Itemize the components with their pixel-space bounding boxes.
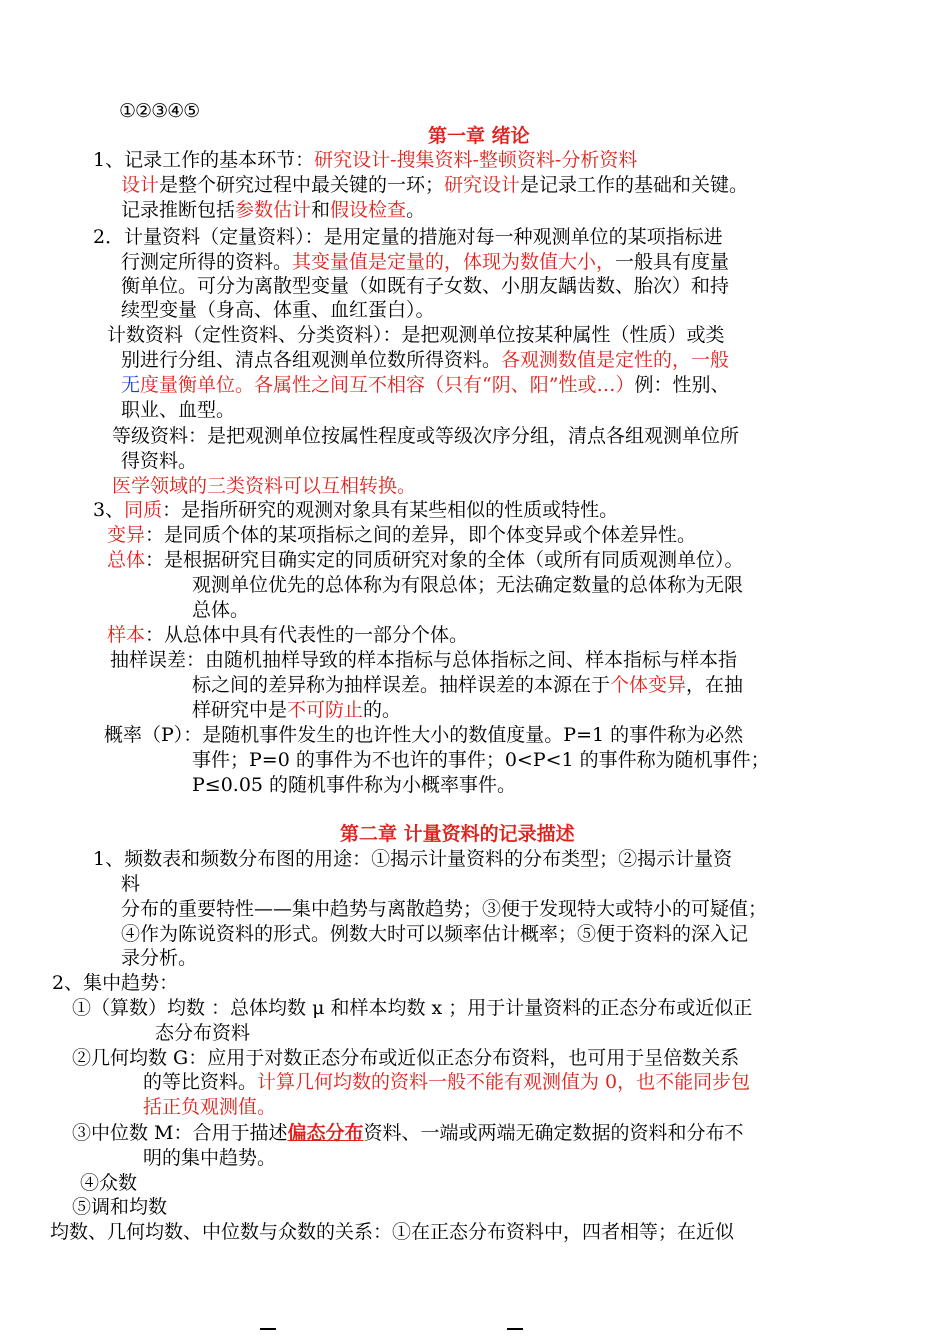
population-line-1 (107, 548, 744, 572)
p1-research-design: 研究设计 (444, 174, 521, 196)
err-e: 的。 (363, 699, 402, 721)
paragraph-1-line-3 (121, 198, 425, 222)
count-a: 别进行分组、清点各组观测单位数所得资料。 (121, 349, 502, 371)
homogeneity-line (93, 498, 618, 522)
chapter-2-title: 第二章 计量资料的记录描述 (340, 823, 575, 845)
relationship-line: 均数、几何均数、中位数与众数的关系：①在正态分布资料中，四者相等；在近似 (50, 1221, 735, 1243)
sampling-error-line-2 (192, 673, 743, 697)
p1-text: 是整个研究过程中最关键的一环； (159, 174, 445, 196)
p1-steps: 研究设计-搜集资料-整顿资料-分析资料 (314, 149, 638, 171)
median-line-1 (72, 1121, 744, 1145)
freq-table-line-5: 录分析。 (121, 947, 198, 969)
mean-line-1: ①（算数）均数 ：总体均数 μ 和样本均数 x ；用于计量资料的正态分布或近似正 (72, 997, 753, 1019)
p2-c: 一般具有度量 (615, 251, 730, 273)
sample-def: ：从总体中具有代表性的一部分个体。 (145, 624, 469, 646)
paragraph-1-line-2 (121, 173, 748, 197)
mode-line: ④众数 (80, 1172, 138, 1194)
population-line-3: 总体。 (192, 599, 250, 621)
population-term: 总体 (107, 549, 146, 571)
p1-param-est: 参数估计 (235, 199, 312, 221)
count-example: 例：性别、 (634, 374, 730, 396)
sample-line (107, 623, 468, 647)
median-c: 资料、一端或两端无确定数据的资料和分布不 (363, 1122, 744, 1144)
count-data-line-1: 计数资料（定性资料、分类资料）：是把观测单位按某种属性（性质）或类 (107, 324, 725, 346)
population-line-2: 观测单位优先的总体称为有限总体；无法确定数量的总体称为无限 (192, 574, 744, 596)
probability-line-3: P≤0.05 的随机事件称为小概率事件。 (192, 774, 517, 796)
p1-and: 和 (311, 199, 331, 221)
count-data-line-3 (121, 373, 729, 397)
paragraph-2-line-4: 续型变量（身高、体重、血红蛋白）。 (121, 299, 435, 321)
grade-data-line-2: 得资料。 (121, 450, 198, 472)
median-line-2: 明的集中趋势。 (143, 1147, 277, 1169)
err-d: 样研究中是 (192, 699, 288, 721)
paragraph-2-line-2 (121, 250, 729, 274)
sample-term: 样本 (107, 624, 146, 646)
central-tendency-heading: 2、集中趋势： (52, 972, 179, 994)
p1-inference: 记录推断包括 (121, 199, 236, 221)
probability-line-2: 事件；P=0 的事件为不也许的事件；0<P<1 的事件称为随机事件； (192, 749, 770, 771)
grade-data-line-1: 等级资料：是把观测单位按属性程度或等级次序分组，清点各组观测单位所 (112, 425, 740, 447)
homogeneity-term: 同质 (124, 499, 163, 521)
count-red-2: 度量衡单位。各属性之间互不相容（只有“阴、阳”性或…） (140, 374, 635, 396)
count-red: 各观测数值是定性的，一般 (501, 349, 730, 371)
count-data-line-2 (121, 348, 729, 372)
geo-a: 的等比资料。 (143, 1071, 258, 1093)
freq-table-line-2: 料 (121, 873, 141, 895)
freq-table-line-1: 1、频数表和频数分布图的用途：①揭示计量资料的分布类型；②揭示计量资 (93, 848, 733, 870)
geo-mean-line-3: 括正负观测值。 (143, 1096, 277, 1118)
err-a: 标之间的差异称为抽样误差。抽样误差的本源在于 (192, 674, 611, 696)
p3-prefix: 3、 (93, 499, 125, 521)
err-c: ，在抽 (686, 674, 744, 696)
variation-line (107, 523, 696, 547)
probability-line-1: 概率（P）：是随机事件发生的也许性大小的数值度量。P=1 的事件称为必然 (104, 724, 744, 746)
p1-period: 。 (406, 199, 426, 221)
paragraph-2-line-1: 2．计量资料（定量资料）：是用定量的措施对每一种观测单位的某项指标进 (93, 226, 723, 248)
p1-hyp-test: 假设检查 (330, 199, 407, 221)
harmonic-mean-line: ⑤调和均数 (72, 1196, 168, 1218)
homogeneity-def: ：是指所研究的观测对象具有某些相似的性质或特性。 (162, 499, 619, 521)
count-data-line-4: 职业、血型。 (121, 399, 236, 421)
geo-red: 计算几何均数的资料一般不能有观测值为 0，也不能同步包 (257, 1071, 751, 1093)
variation-term: 变异 (107, 524, 146, 546)
circled-numbers: ①②③④⑤ (119, 100, 200, 122)
freq-table-line-4: ④作为陈说资料的形式。例数大时可以频率估计概率；⑤便于资料的深入记 (121, 923, 749, 945)
count-blue: 无 (121, 374, 141, 396)
geo-mean-line-2 (143, 1070, 750, 1094)
sampling-error-line-3 (192, 698, 401, 722)
median-a: ③中位数 M：合用于描述 (72, 1122, 288, 1144)
err-red: 个体变异 (610, 674, 687, 696)
p1-text-2: 是记录工作的基础和关键。 (520, 174, 749, 196)
chapter-1-title: 第一章 绪论 (428, 125, 530, 147)
geo-mean-line-1: ②几何均数 G：应用于对数正态分布或近似正态分布资料，也可用于呈倍数关系 (72, 1047, 740, 1069)
p1-design: 设计 (121, 174, 160, 196)
freq-table-line-3: 分布的重要特性——集中趋势与离散趋势；③便于发现特大或特小的可疑值； (121, 898, 768, 920)
sampling-error-line-1: 抽样误差：由随机抽样导致的样本指标与总体指标之间、样本指标与样本指 (110, 649, 738, 671)
p1-prefix: 1、记录工作的基本环节： (93, 149, 315, 171)
p2-a: 行测定所得的资料。 (121, 251, 293, 273)
median-skewed: 偏态分布 (287, 1122, 364, 1144)
paragraph-2-line-3: 衡单位。可分为离散型变量（如既有子女数、小朋友龋齿数、胎次）和持 (121, 275, 730, 297)
variation-def: ：是同质个体的某项指标之间的差异，即个体变异或个体差异性。 (145, 524, 697, 546)
p2-red: 其变量值是定量的，体现为数值大小， (292, 251, 616, 273)
paragraph-1-line-1 (93, 148, 637, 172)
population-def: ：是根据研究目确实定的同质研究对象的全体（或所有同质观测单位）。 (145, 549, 744, 571)
err-red-2: 不可防止 (287, 699, 364, 721)
mean-line-2: 态分布资料 (155, 1022, 251, 1044)
footer-dash-left (260, 1328, 276, 1330)
medical-conversion-note: 医学领域的三类资料可以互相转换。 (112, 475, 417, 497)
footer-dash-right (507, 1328, 523, 1330)
